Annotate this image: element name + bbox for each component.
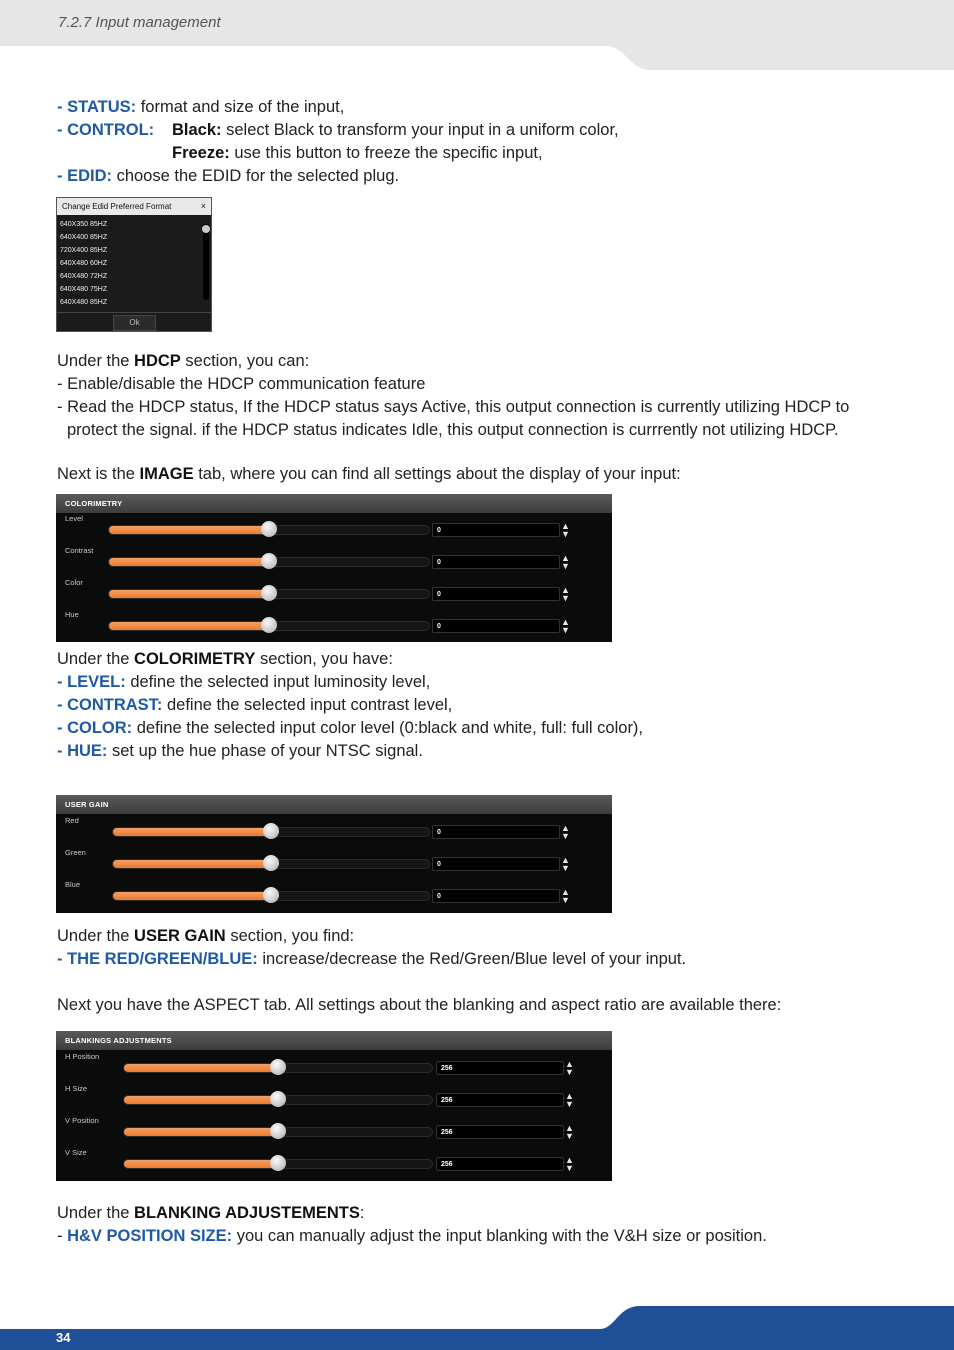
edid-format-list[interactable] [60,218,107,309]
level-line: - LEVEL: define the selected input luminosity level, [57,673,431,691]
slider-fill [124,1128,278,1136]
value-field[interactable]: 0 [432,889,560,903]
spinner-arrows-icon[interactable]: ▲ ▼ [565,1123,574,1141]
slider-row-level [56,514,612,540]
value-field[interactable]: 256 [436,1157,564,1171]
value-field[interactable]: 256 [436,1061,564,1075]
list-item[interactable]: 640X480 85HZ [60,299,108,306]
slider-fill [109,590,269,598]
ok-button[interactable]: Ok [113,315,156,331]
colorimetry-panel [56,494,612,642]
value-field[interactable]: 0 [432,619,560,633]
list-item[interactable]: 640X400 85HZ [60,234,108,241]
scrollbar[interactable] [203,224,209,300]
spinner-arrows-icon[interactable]: ▲ ▼ [561,617,570,635]
value-field[interactable]: 0 [432,587,560,601]
slider-fill [109,526,269,534]
slider-fill [113,828,271,836]
list-item[interactable]: 720X400 85HZ [60,247,108,254]
value-field[interactable]: 256 [436,1125,564,1139]
slider-handle[interactable] [270,1091,286,1107]
spinner-arrows-icon[interactable]: ▲ ▼ [565,1091,574,1109]
slider-fill [124,1064,278,1072]
value-field[interactable]: 0 [432,555,560,569]
slider-row-red [56,816,612,842]
slider-label: Color [65,578,83,587]
slider-fill [124,1096,278,1104]
control-line: - CONTROL: [57,121,155,139]
scrollbar-thumb[interactable] [202,225,210,233]
edid-line: - EDID: choose the EDID for the selected plug. [57,167,400,185]
slider-row-color [56,578,612,604]
slider-handle[interactable] [263,823,279,839]
slider-row-hue [56,610,612,636]
panel-title: BLANKINGS ADJUSTMENTS [56,1031,612,1050]
black-line: Black: select Black to transform your input in a uniform color, [172,121,619,139]
edid-format-dialog [56,197,212,332]
slider-label: Contrast [65,546,94,555]
hv-position-line: - H&V POSITION SIZE: you can manually adjust the input blanking with the V&H size or position. [57,1227,767,1245]
user-gain-panel [56,795,612,913]
slider-handle[interactable] [270,1123,286,1139]
blanking-intro: Under the BLANKING ADJUSTEMENTS: [57,1204,365,1222]
hdcp-intro: Under the HDCP section, you can: [57,352,310,370]
slider-label: H Position [65,1052,100,1061]
list-item[interactable]: 640X480 60HZ [60,260,108,267]
spinner-arrows-icon[interactable]: ▲ ▼ [561,823,570,841]
page-footer-band [0,1300,954,1350]
panel-title: USER GAIN [56,795,612,814]
edid-dialog-title: Change Edid Preferred Format × [57,198,211,215]
status-line: - STATUS: format and size of the input, [57,98,345,116]
list-item[interactable]: 640X350 85HZ [60,221,108,228]
slider-row-green [56,848,612,874]
slider-label: V Size [65,1148,87,1157]
slider-handle[interactable] [270,1059,286,1075]
user-gain-intro: Under the USER GAIN section, you find: [57,927,355,945]
page-number: 34 [56,1330,71,1345]
slider-handle[interactable] [263,855,279,871]
slider-label: Hue [65,610,79,619]
aspect-tab-line: Next you have the ASPECT tab. All settings about the blanking and aspect ratio are available there: [57,996,782,1014]
value-field[interactable]: 0 [432,523,560,537]
list-item[interactable]: 640X480 75HZ [60,286,108,293]
hdcp-status-line: - Read the HDCP status, If the HDCP status says Active, this output connection is currently utilizing HDCP to [57,398,850,416]
close-icon[interactable]: × [200,201,206,211]
spinner-arrows-icon[interactable]: ▲ ▼ [561,521,570,539]
slider-row-v-position [56,1116,612,1142]
panel-title: COLORIMETRY [56,494,612,513]
slider-handle[interactable] [261,617,277,633]
slider-label: V Position [65,1116,99,1125]
spinner-arrows-icon[interactable]: ▲ ▼ [565,1059,574,1077]
slider-row-h-position [56,1052,612,1078]
list-item[interactable]: 640X480 72HZ [60,273,108,280]
slider-handle[interactable] [263,887,279,903]
slider-fill [113,860,271,868]
spinner-arrows-icon[interactable]: ▲ ▼ [561,887,570,905]
divider [57,312,211,313]
colorimetry-intro: Under the COLORIMETRY section, you have: [57,650,393,668]
slider-fill [124,1160,278,1168]
spinner-arrows-icon[interactable]: ▲ ▼ [561,855,570,873]
color-line: - COLOR: define the selected input color level (0:black and white, full: full color), [57,719,644,737]
slider-row-blue [56,880,612,906]
slider-fill [113,892,271,900]
contrast-line: - CONTRAST: define the selected input contrast level, [57,696,453,714]
page-header-band [0,0,954,70]
slider-fill [109,622,269,630]
image-tab-line: Next is the IMAGE tab, where you can find all settings about the display of your input: [57,465,681,483]
slider-row-v-size [56,1148,612,1174]
value-field[interactable]: 256 [436,1093,564,1107]
slider-handle[interactable] [261,585,277,601]
blanking-panel [56,1031,612,1181]
slider-label: Level [65,514,83,523]
hdcp-status-line-2: protect the signal. if the HDCP status indicates Idle, this output connection is currrently not utilizing HDCP. [67,421,839,439]
spinner-arrows-icon[interactable]: ▲ ▼ [565,1155,574,1173]
section-title: 7.2.7 Input management [58,14,221,31]
value-field[interactable]: 0 [432,825,560,839]
value-field[interactable]: 0 [432,857,560,871]
freeze-line: Freeze: use this button to freeze the specific input, [172,144,543,162]
slider-handle[interactable] [270,1155,286,1171]
slider-row-h-size [56,1084,612,1110]
slider-label: Red [65,816,79,825]
hdcp-enable-line: - Enable/disable the HDCP communication feature [57,375,426,393]
slider-row-contrast [56,546,612,572]
rgb-line: - THE RED/GREEN/BLUE: increase/decrease the Red/Green/Blue level of your input. [57,950,687,968]
spinner-arrows-icon[interactable]: ▲ ▼ [561,553,570,571]
slider-handle[interactable] [261,521,277,537]
slider-label: Green [65,848,86,857]
slider-fill [109,558,269,566]
slider-label: H Size [65,1084,88,1093]
slider-handle[interactable] [261,553,277,569]
spinner-arrows-icon[interactable]: ▲ ▼ [561,585,570,603]
slider-label: Blue [65,880,81,889]
hue-line: - HUE: set up the hue phase of your NTSC signal. [57,742,423,760]
